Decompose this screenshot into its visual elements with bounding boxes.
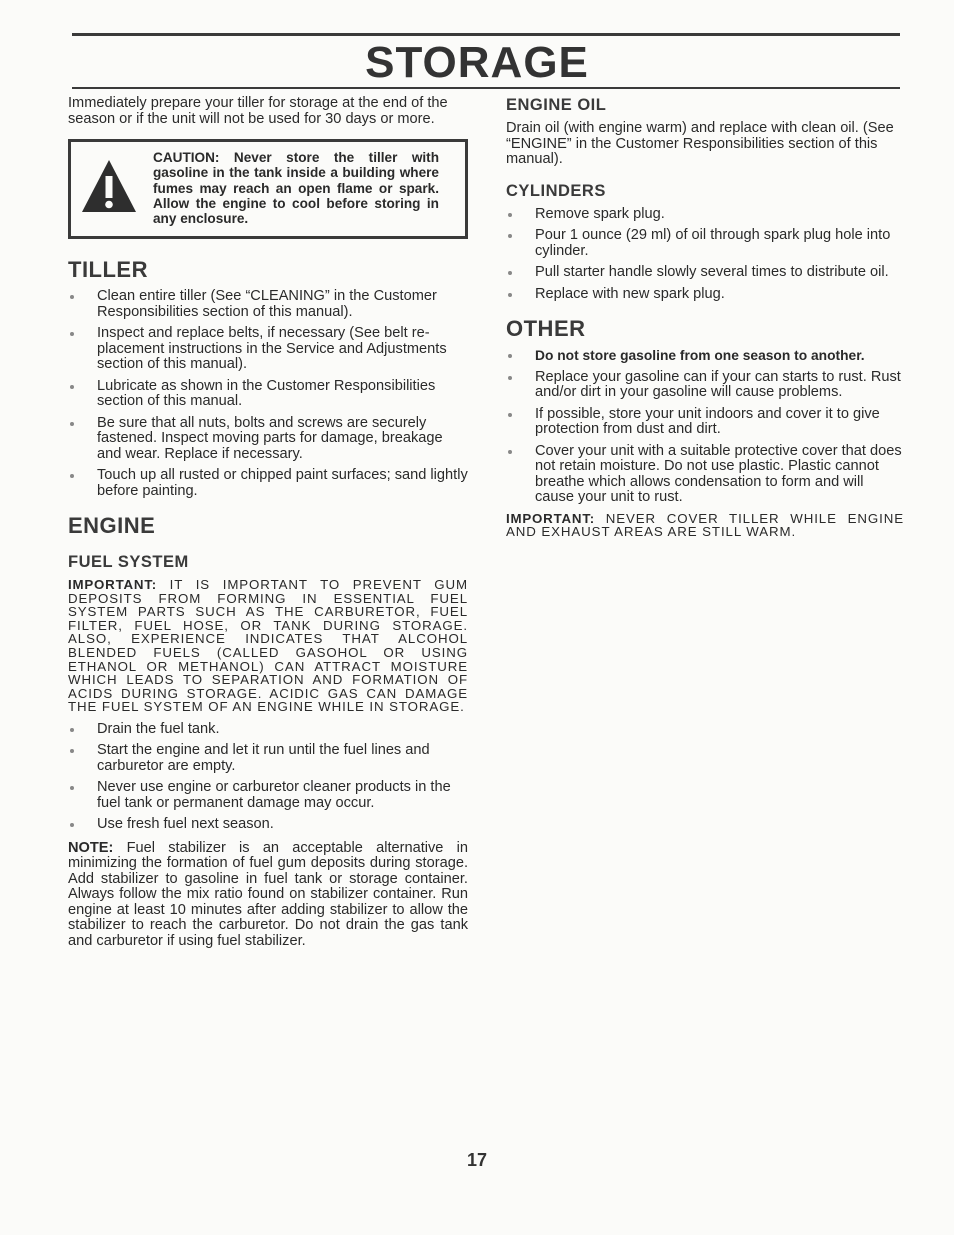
other-important-paragraph	[506, 512, 904, 539]
list-item: Cover your unit with a suitable protective cover that does not retain moisture. Do not use plastic. Plastic cannot breathe which allows condensation to form and will cause your unit to rust.	[506, 444, 904, 506]
fuel-important-paragraph	[68, 578, 468, 714]
note-paragraph	[68, 841, 468, 950]
warning-triangle-icon	[79, 156, 139, 216]
cylinders-heading: CYLINDERS	[506, 181, 606, 200]
tiller-heading: TILLER	[68, 257, 148, 282]
engine-oil-section	[506, 96, 904, 168]
list-item: Touch up all rusted or chipped paint surfaces; sand lightly before painting.	[68, 468, 468, 499]
tiller-list	[68, 289, 468, 499]
list-item: Do not store gasoline from one season to another.	[506, 348, 904, 364]
caution-box	[68, 139, 468, 239]
important-text: NEVER COVER TILLER WHILE ENGINE AND EXHAUST AREAS ARE STILL WARM.	[506, 510, 904, 540]
other-list	[506, 348, 904, 506]
intro-paragraph: Immediately prepare your tiller for storage at the end of the season or if the unit will not be used for 30 days or more.	[68, 95, 448, 127]
list-item: Clean entire tiller (See “CLEANING” in the Customer Responsibilities section of this manual).	[68, 289, 468, 320]
note-label: NOTE:	[68, 839, 114, 856]
list-item: Remove spark plug.	[506, 207, 904, 223]
list-item: If possible, store your unit indoors and cover it to give protection from dust and dirt.	[506, 407, 904, 438]
fuel-system-heading: FUEL SYSTEM	[68, 553, 189, 571]
other-heading: OTHER	[506, 316, 586, 341]
list-item: Replace your gasoline can if your can starts to rust. Rust and/or dirt in your gasoline will cause problems.	[506, 370, 904, 401]
page-title: STORAGE	[365, 38, 589, 87]
list-item: Never use engine or carburetor cleaner products in the fuel tank or permanent damage may occur.	[68, 780, 468, 811]
top-rule	[72, 33, 900, 36]
engine-oil-text: Drain oil (with engine warm) and replace with clean oil. (See “ENGINE” in the Customer Responsibilities section of this manual).	[506, 120, 894, 167]
cylinders-section	[506, 182, 904, 303]
list-item: Pull starter handle slowly several times to distribute oil.	[506, 265, 904, 281]
caution-text: CAUTION: Never store the tiller with gasoline in the tank inside a building where fumes may reach an open flame or spark. Allow the engine to cool before storing in any enclosure.	[153, 150, 439, 227]
list-item: Start the engine and let it run until the fuel lines and carburetor are empty.	[68, 743, 468, 774]
important-label: IMPORTANT:	[506, 510, 596, 526]
list-item: Use fresh fuel next season.	[68, 817, 468, 833]
important-text: IT IS IMPORTANT TO PREVENT GUM DEPOSITS FROM FORMING IN ESSENTIAL FUEL SYSTEM PARTS SUCH AS THE CARBURETOR, FUEL FILTER, FUEL HOSE, OR TANK DURING STORAGE. ALSO, EXPERIENCE INDICATES THAT ALCOHOL BLENDED FUELS (CALLED GASOHOL OR USING ETHANOL OR METHANOL) CAN ATTRACT MOISTURE WHICH LEADS TO SEPARATION AND FORMATION OF ACIDS DURING STORAGE. ACIDIC GAS CAN DAMAGE THE FUEL SYSTEM OF AN ENGINE WHILE IN STORAGE.	[68, 577, 468, 715]
fuel-list	[68, 722, 468, 833]
cylinders-list	[506, 207, 904, 303]
important-label: IMPORTANT:	[68, 577, 158, 592]
left-column	[68, 96, 468, 949]
list-item: Drain the fuel tank.	[68, 722, 468, 738]
list-item: Inspect and replace belts, if necessary (See belt re-placement instructions in the Service and Adjustments section of this manual).	[68, 326, 468, 373]
right-column	[506, 96, 904, 547]
list-item: Pour 1 ounce (29 ml) of oil through spark plug hole into cylinder.	[506, 228, 904, 259]
page-number: 17	[466, 1150, 488, 1170]
title-underline	[72, 87, 900, 89]
note-text: Fuel stabilizer is an acceptable alternative in minimizing the formation of fuel gum deposits during storage. Add stabilizer to gasoline in fuel tank or storage container. Always follow the mix ratio found on stabilizer container. Run engine at least 10 minutes after adding stabilizer to allow the stabilizer to reach the carburetor. Do not drain the gas tank and carburetor if using fuel stabilizer.	[68, 839, 468, 949]
list-item: Replace with new spark plug.	[506, 287, 904, 303]
list-item: Lubricate as shown in the Customer Responsibilities section of this manual.	[68, 379, 468, 410]
engine-oil-heading: ENGINE OIL	[506, 96, 607, 114]
engine-heading: ENGINE	[68, 513, 156, 538]
list-item: Be sure that all nuts, bolts and screws are securely fastened. Inspect moving parts for damage, breakage and wear. Replace if necessary.	[68, 416, 468, 463]
